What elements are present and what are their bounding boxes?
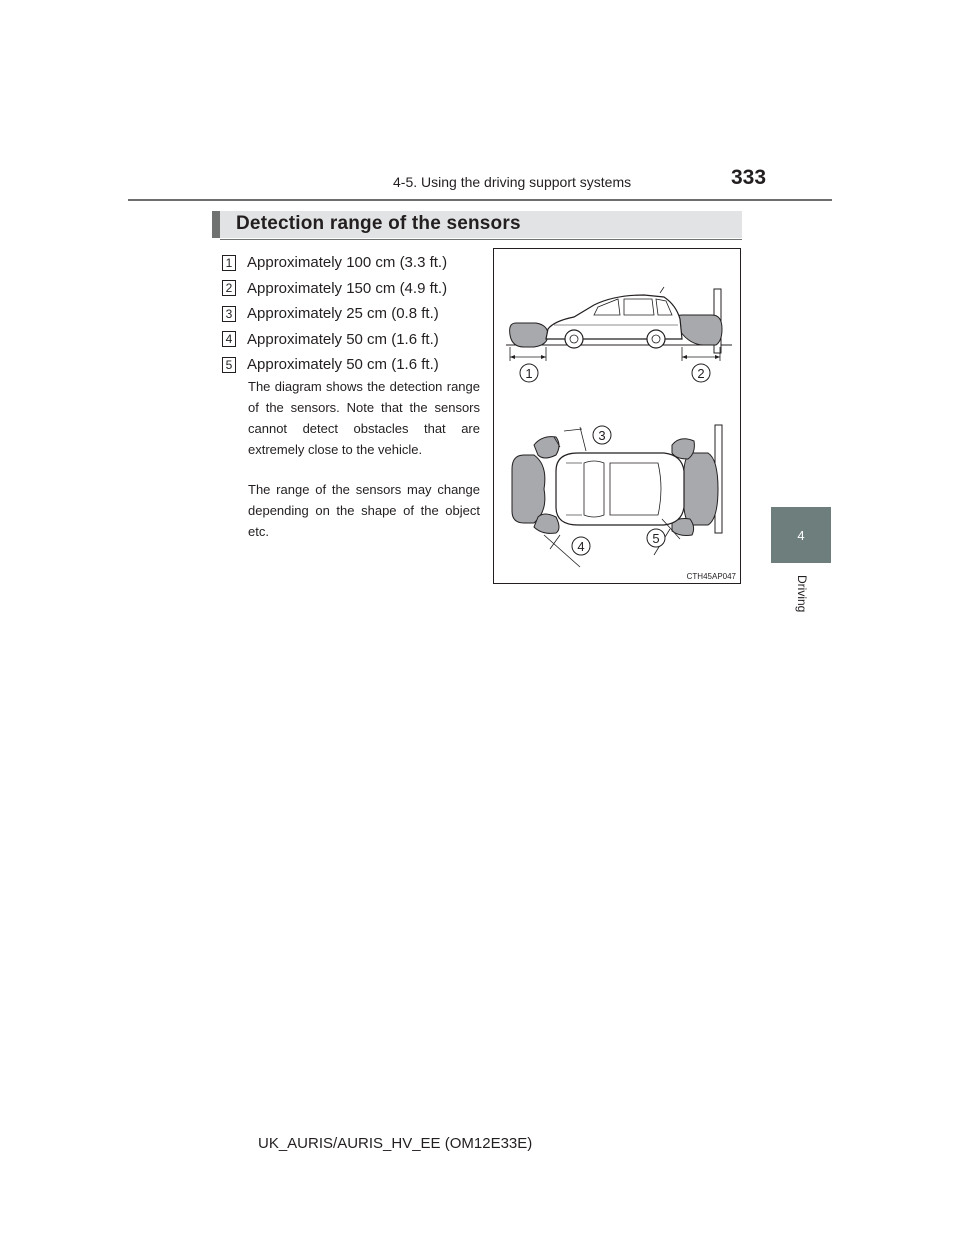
item-text: Approximately 50 cm (1.6 ft.): [247, 330, 439, 348]
note-paragraph: The range of the sensors may change depending on the shape of the object etc.: [248, 482, 480, 539]
callout-3-label: 3: [598, 428, 606, 443]
chapter-label: Driving: [795, 575, 809, 613]
callout-4-label: 4: [577, 539, 585, 554]
item-text: Approximately 100 cm (3.3 ft.): [247, 254, 448, 272]
item-number: 3: [222, 306, 236, 322]
section-title: Detection range of the sensors: [236, 213, 521, 234]
item-list: [222, 250, 492, 378]
front-corner-range-top: [534, 437, 559, 458]
item-number: 1: [222, 255, 236, 271]
list-item: [222, 276, 492, 302]
header-section: 4-5. Using the driving support systems: [393, 174, 632, 190]
list-item: [222, 301, 492, 327]
sensor-diagram: [494, 249, 742, 585]
list-item: [222, 352, 492, 378]
section-title-bar: [212, 211, 742, 238]
figure-code: CTH45AP047: [686, 572, 736, 581]
item-text: Approximately 50 cm (1.6 ft.): [247, 356, 439, 374]
front-corner-range-bottom: [534, 514, 559, 533]
callout-5-label: 5: [652, 531, 660, 546]
item-number: 2: [222, 280, 236, 296]
item-text: Approximately 25 cm (0.8 ft.): [247, 305, 439, 323]
rear-range-top: [684, 453, 718, 525]
list-item: [222, 250, 492, 276]
page-number: 333: [731, 166, 767, 189]
chapter-number: 4: [797, 527, 805, 543]
item-number: 4: [222, 331, 236, 347]
callout-1-label: 1: [525, 366, 533, 381]
callout-2-label: 2: [697, 366, 705, 381]
front-range-side: [510, 323, 548, 347]
header-rule: [128, 199, 832, 201]
sensor-range-figure: [493, 248, 741, 584]
list-item: [222, 327, 492, 353]
item-text: Approximately 150 cm (4.9 ft.): [247, 279, 448, 297]
chapter-tab: [771, 507, 831, 563]
item-number: 5: [222, 357, 236, 373]
front-range-top: [512, 455, 545, 523]
description-paragraph: The diagram shows the detection range of the sensors. Note that the sensors cannot detect obstacles that are extremely close to the vehicle.: [248, 379, 480, 457]
rear-range-side: [675, 315, 722, 345]
footer-model-code: UK_AURIS/AURIS_HV_EE (OM12E33E): [258, 1135, 533, 1152]
